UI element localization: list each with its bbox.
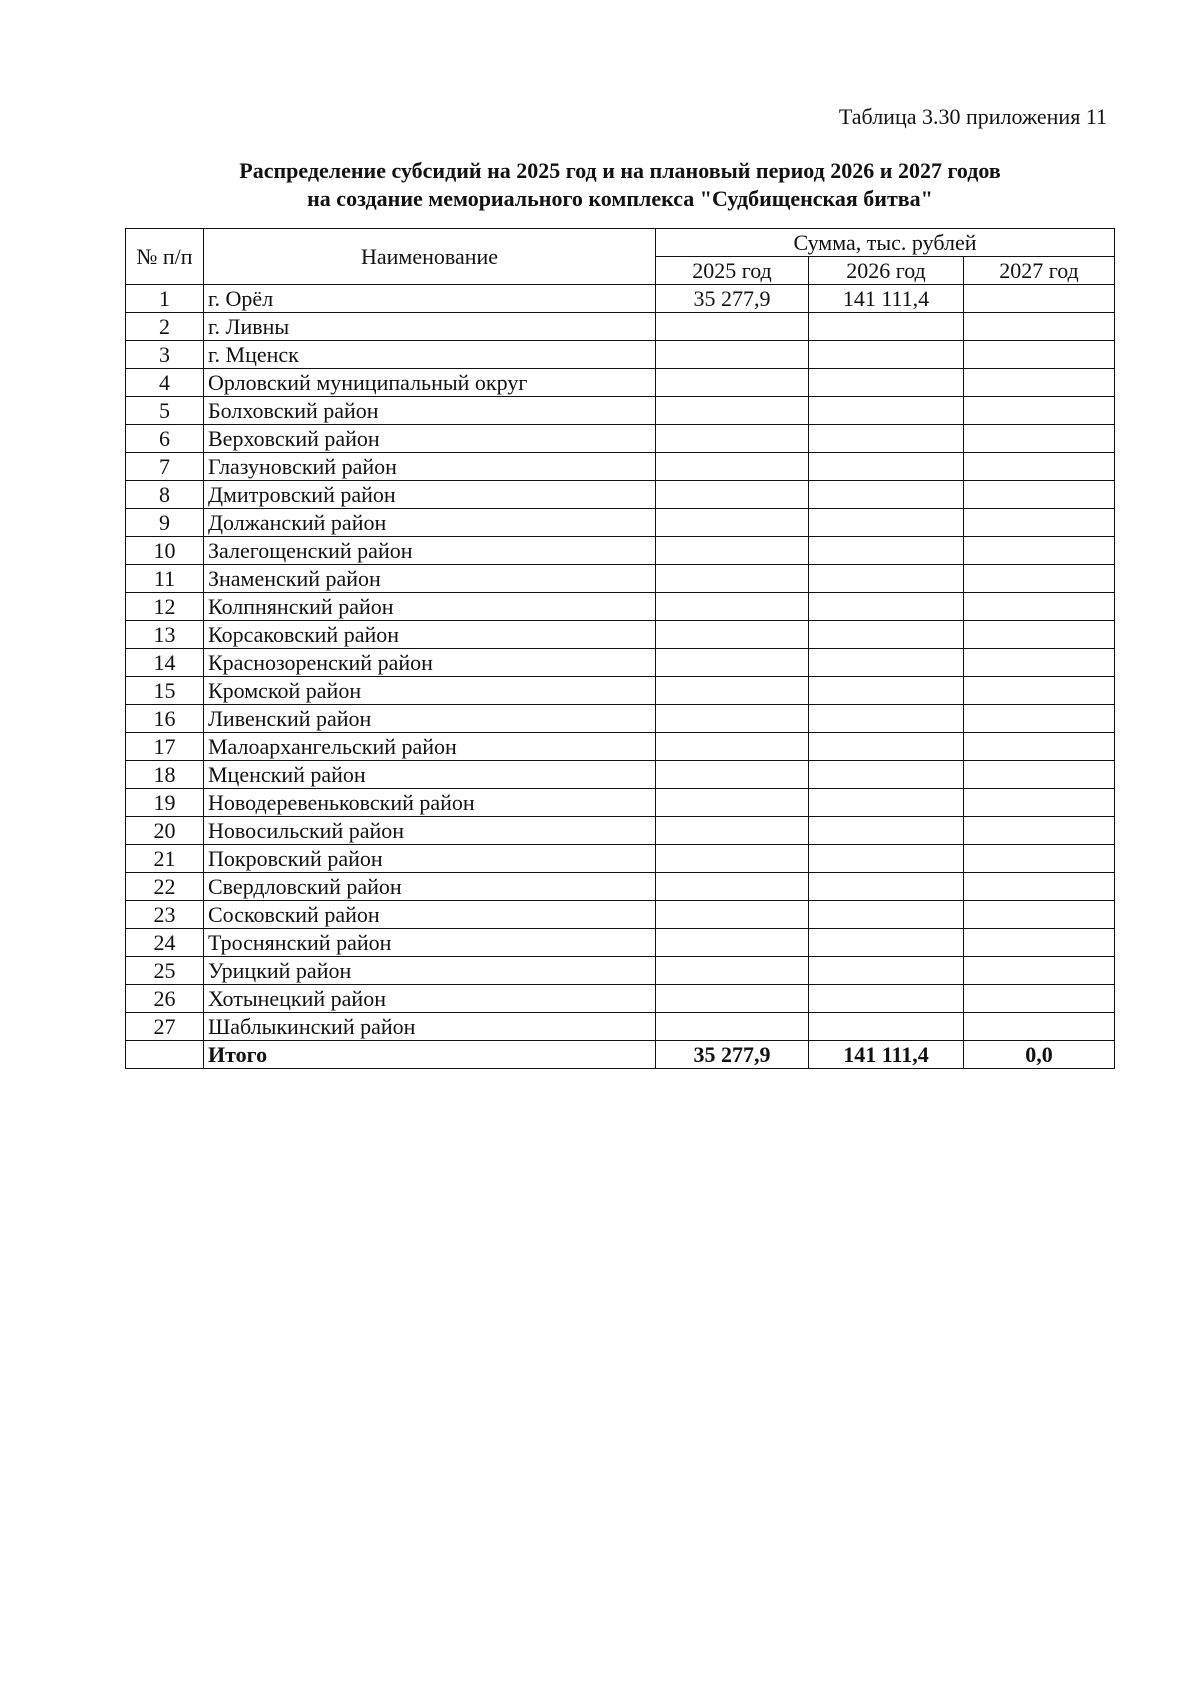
row-name: Знаменский район xyxy=(204,565,656,593)
row-number: 22 xyxy=(126,873,204,901)
row-value-2026 xyxy=(809,817,964,845)
row-number: 1 xyxy=(126,285,204,313)
row-value-2027 xyxy=(964,341,1115,369)
row-value-2027 xyxy=(964,369,1115,397)
row-value-2026 xyxy=(809,621,964,649)
row-value-2027 xyxy=(964,397,1115,425)
title-line-1: Распределение субсидий на 2025 год и на плановый период 2026 и 2027 годов xyxy=(239,158,1001,183)
row-name: Корсаковский район xyxy=(204,621,656,649)
row-name: Сосковский район xyxy=(204,901,656,929)
row-value-2027 xyxy=(964,873,1115,901)
row-name: Троснянский район xyxy=(204,929,656,957)
row-value-2025 xyxy=(656,565,809,593)
row-value-2025 xyxy=(656,369,809,397)
row-number: 19 xyxy=(126,789,204,817)
row-value-2026 xyxy=(809,985,964,1013)
table-header-row xyxy=(126,229,1115,257)
row-value-2026 xyxy=(809,929,964,957)
row-value-2026 xyxy=(809,341,964,369)
row-value-2025 xyxy=(656,985,809,1013)
row-number: 7 xyxy=(126,453,204,481)
row-value-2027 xyxy=(964,537,1115,565)
table-row xyxy=(126,565,1115,593)
row-value-2025 xyxy=(656,397,809,425)
document-title xyxy=(150,157,1090,213)
row-name: Шаблыкинский район xyxy=(204,1013,656,1041)
row-number: 10 xyxy=(126,537,204,565)
total-row xyxy=(126,1041,1115,1069)
column-header-2026: 2026 год xyxy=(809,257,964,285)
table-row xyxy=(126,677,1115,705)
table-row xyxy=(126,537,1115,565)
row-value-2025 xyxy=(656,481,809,509)
row-value-2027 xyxy=(964,761,1115,789)
table-row xyxy=(126,817,1115,845)
row-value-2027 xyxy=(964,481,1115,509)
row-value-2025 xyxy=(656,593,809,621)
table-row xyxy=(126,425,1115,453)
table-row xyxy=(126,313,1115,341)
row-value-2027 xyxy=(964,985,1115,1013)
table-row xyxy=(126,285,1115,313)
row-name: Ливенский район xyxy=(204,705,656,733)
row-value-2027 xyxy=(964,425,1115,453)
row-name: г. Мценск xyxy=(204,341,656,369)
row-value-2027 xyxy=(964,957,1115,985)
row-name: Верховский район xyxy=(204,425,656,453)
row-value-2025 xyxy=(656,313,809,341)
row-value-2026 xyxy=(809,677,964,705)
row-value-2026 xyxy=(809,873,964,901)
total-2026: 141 111,4 xyxy=(809,1041,964,1069)
row-value-2025 xyxy=(656,929,809,957)
row-number: 15 xyxy=(126,677,204,705)
row-value-2027 xyxy=(964,565,1115,593)
row-number: 16 xyxy=(126,705,204,733)
table-row xyxy=(126,649,1115,677)
row-name: Покровский район xyxy=(204,845,656,873)
total-2027: 0,0 xyxy=(964,1041,1115,1069)
row-name: Залегощенский район xyxy=(204,537,656,565)
row-name: Глазуновский район xyxy=(204,453,656,481)
row-value-2025 xyxy=(656,705,809,733)
subsidy-table xyxy=(125,228,1115,1069)
column-header-number: № п/п xyxy=(126,229,204,285)
row-number: 2 xyxy=(126,313,204,341)
row-value-2026 xyxy=(809,1013,964,1041)
row-name: Должанский район xyxy=(204,509,656,537)
row-value-2026 xyxy=(809,537,964,565)
row-name: Малоархангельский район xyxy=(204,733,656,761)
row-number: 17 xyxy=(126,733,204,761)
row-value-2026 xyxy=(809,705,964,733)
row-value-2025 xyxy=(656,1013,809,1041)
table-row xyxy=(126,873,1115,901)
row-value-2026 xyxy=(809,593,964,621)
row-value-2025 xyxy=(656,733,809,761)
row-value-2026 xyxy=(809,509,964,537)
table-row xyxy=(126,705,1115,733)
row-value-2025 xyxy=(656,649,809,677)
row-value-2027 xyxy=(964,1013,1115,1041)
table-row xyxy=(126,509,1115,537)
row-number: 14 xyxy=(126,649,204,677)
row-number: 11 xyxy=(126,565,204,593)
row-value-2026 xyxy=(809,649,964,677)
row-number: 27 xyxy=(126,1013,204,1041)
row-value-2025 xyxy=(656,957,809,985)
row-value-2026 xyxy=(809,957,964,985)
row-value-2027 xyxy=(964,929,1115,957)
row-value-2026 xyxy=(809,733,964,761)
row-name: Орловский муниципальный округ xyxy=(204,369,656,397)
row-value-2027 xyxy=(964,901,1115,929)
table-row xyxy=(126,929,1115,957)
appendix-reference: Таблица 3.30 приложения 11 xyxy=(838,104,1107,129)
row-name: Дмитровский район xyxy=(204,481,656,509)
row-value-2027 xyxy=(964,593,1115,621)
row-number: 26 xyxy=(126,985,204,1013)
row-value-2025 xyxy=(656,677,809,705)
row-value-2025 xyxy=(656,845,809,873)
table-row xyxy=(126,341,1115,369)
table-row xyxy=(126,593,1115,621)
row-name: г. Ливны xyxy=(204,313,656,341)
total-2025: 35 277,9 xyxy=(656,1041,809,1069)
row-number: 4 xyxy=(126,369,204,397)
row-value-2026 xyxy=(809,453,964,481)
table-row xyxy=(126,733,1115,761)
row-name: Урицкий район xyxy=(204,957,656,985)
row-number: 21 xyxy=(126,845,204,873)
row-value-2026 xyxy=(809,901,964,929)
table-row xyxy=(126,397,1115,425)
row-value-2026: 141 111,4 xyxy=(809,285,964,313)
total-label: Итого xyxy=(204,1041,656,1069)
table-row xyxy=(126,985,1115,1013)
row-value-2027 xyxy=(964,817,1115,845)
row-number: 12 xyxy=(126,593,204,621)
row-number: 25 xyxy=(126,957,204,985)
row-value-2026 xyxy=(809,761,964,789)
row-value-2025 xyxy=(656,873,809,901)
title-line-2: на создание мемориального комплекса "Судбищенская битва" xyxy=(307,186,933,211)
column-header-2025: 2025 год xyxy=(656,257,809,285)
row-number: 5 xyxy=(126,397,204,425)
row-value-2027 xyxy=(964,453,1115,481)
column-header-2027: 2027 год xyxy=(964,257,1115,285)
row-value-2025 xyxy=(656,761,809,789)
row-value-2025 xyxy=(656,789,809,817)
row-value-2026 xyxy=(809,481,964,509)
row-name: Кромской район xyxy=(204,677,656,705)
row-value-2025 xyxy=(656,509,809,537)
table-row xyxy=(126,369,1115,397)
table-row xyxy=(126,481,1115,509)
row-value-2027 xyxy=(964,845,1115,873)
row-value-2026 xyxy=(809,397,964,425)
row-name: Хотынецкий район xyxy=(204,985,656,1013)
table-row xyxy=(126,621,1115,649)
row-name: Краснозоренский район xyxy=(204,649,656,677)
table-row xyxy=(126,761,1115,789)
row-value-2027 xyxy=(964,285,1115,313)
row-value-2027 xyxy=(964,313,1115,341)
row-value-2025 xyxy=(656,341,809,369)
row-number: 8 xyxy=(126,481,204,509)
row-number: 6 xyxy=(126,425,204,453)
row-number: 24 xyxy=(126,929,204,957)
table-row xyxy=(126,901,1115,929)
row-name: Новодеревеньковский район xyxy=(204,789,656,817)
row-name: Болховский район xyxy=(204,397,656,425)
table-row xyxy=(126,789,1115,817)
row-value-2025 xyxy=(656,817,809,845)
row-name: Новосильский район xyxy=(204,817,656,845)
row-number: 13 xyxy=(126,621,204,649)
row-value-2025 xyxy=(656,537,809,565)
table-row xyxy=(126,453,1115,481)
row-value-2025 xyxy=(656,621,809,649)
row-value-2027 xyxy=(964,509,1115,537)
row-value-2027 xyxy=(964,677,1115,705)
row-value-2026 xyxy=(809,565,964,593)
row-value-2027 xyxy=(964,733,1115,761)
row-number: 20 xyxy=(126,817,204,845)
row-value-2027 xyxy=(964,649,1115,677)
total-number-cell xyxy=(126,1041,204,1069)
row-value-2026 xyxy=(809,845,964,873)
row-name: Свердловский район xyxy=(204,873,656,901)
column-header-name: Наименование xyxy=(204,229,656,285)
row-number: 3 xyxy=(126,341,204,369)
table-row xyxy=(126,845,1115,873)
row-value-2026 xyxy=(809,425,964,453)
table-body xyxy=(126,285,1115,1041)
row-value-2025 xyxy=(656,453,809,481)
row-name: Колпнянский район xyxy=(204,593,656,621)
row-name: Мценский район xyxy=(204,761,656,789)
row-value-2026 xyxy=(809,789,964,817)
row-value-2027 xyxy=(964,789,1115,817)
table-row xyxy=(126,1013,1115,1041)
row-value-2025 xyxy=(656,901,809,929)
row-number: 23 xyxy=(126,901,204,929)
row-number: 18 xyxy=(126,761,204,789)
table-row xyxy=(126,957,1115,985)
row-value-2025: 35 277,9 xyxy=(656,285,809,313)
row-number: 9 xyxy=(126,509,204,537)
row-name: г. Орёл xyxy=(204,285,656,313)
row-value-2027 xyxy=(964,621,1115,649)
column-header-sum: Сумма, тыс. рублей xyxy=(656,229,1115,257)
row-value-2026 xyxy=(809,369,964,397)
row-value-2026 xyxy=(809,313,964,341)
row-value-2027 xyxy=(964,705,1115,733)
row-value-2025 xyxy=(656,425,809,453)
